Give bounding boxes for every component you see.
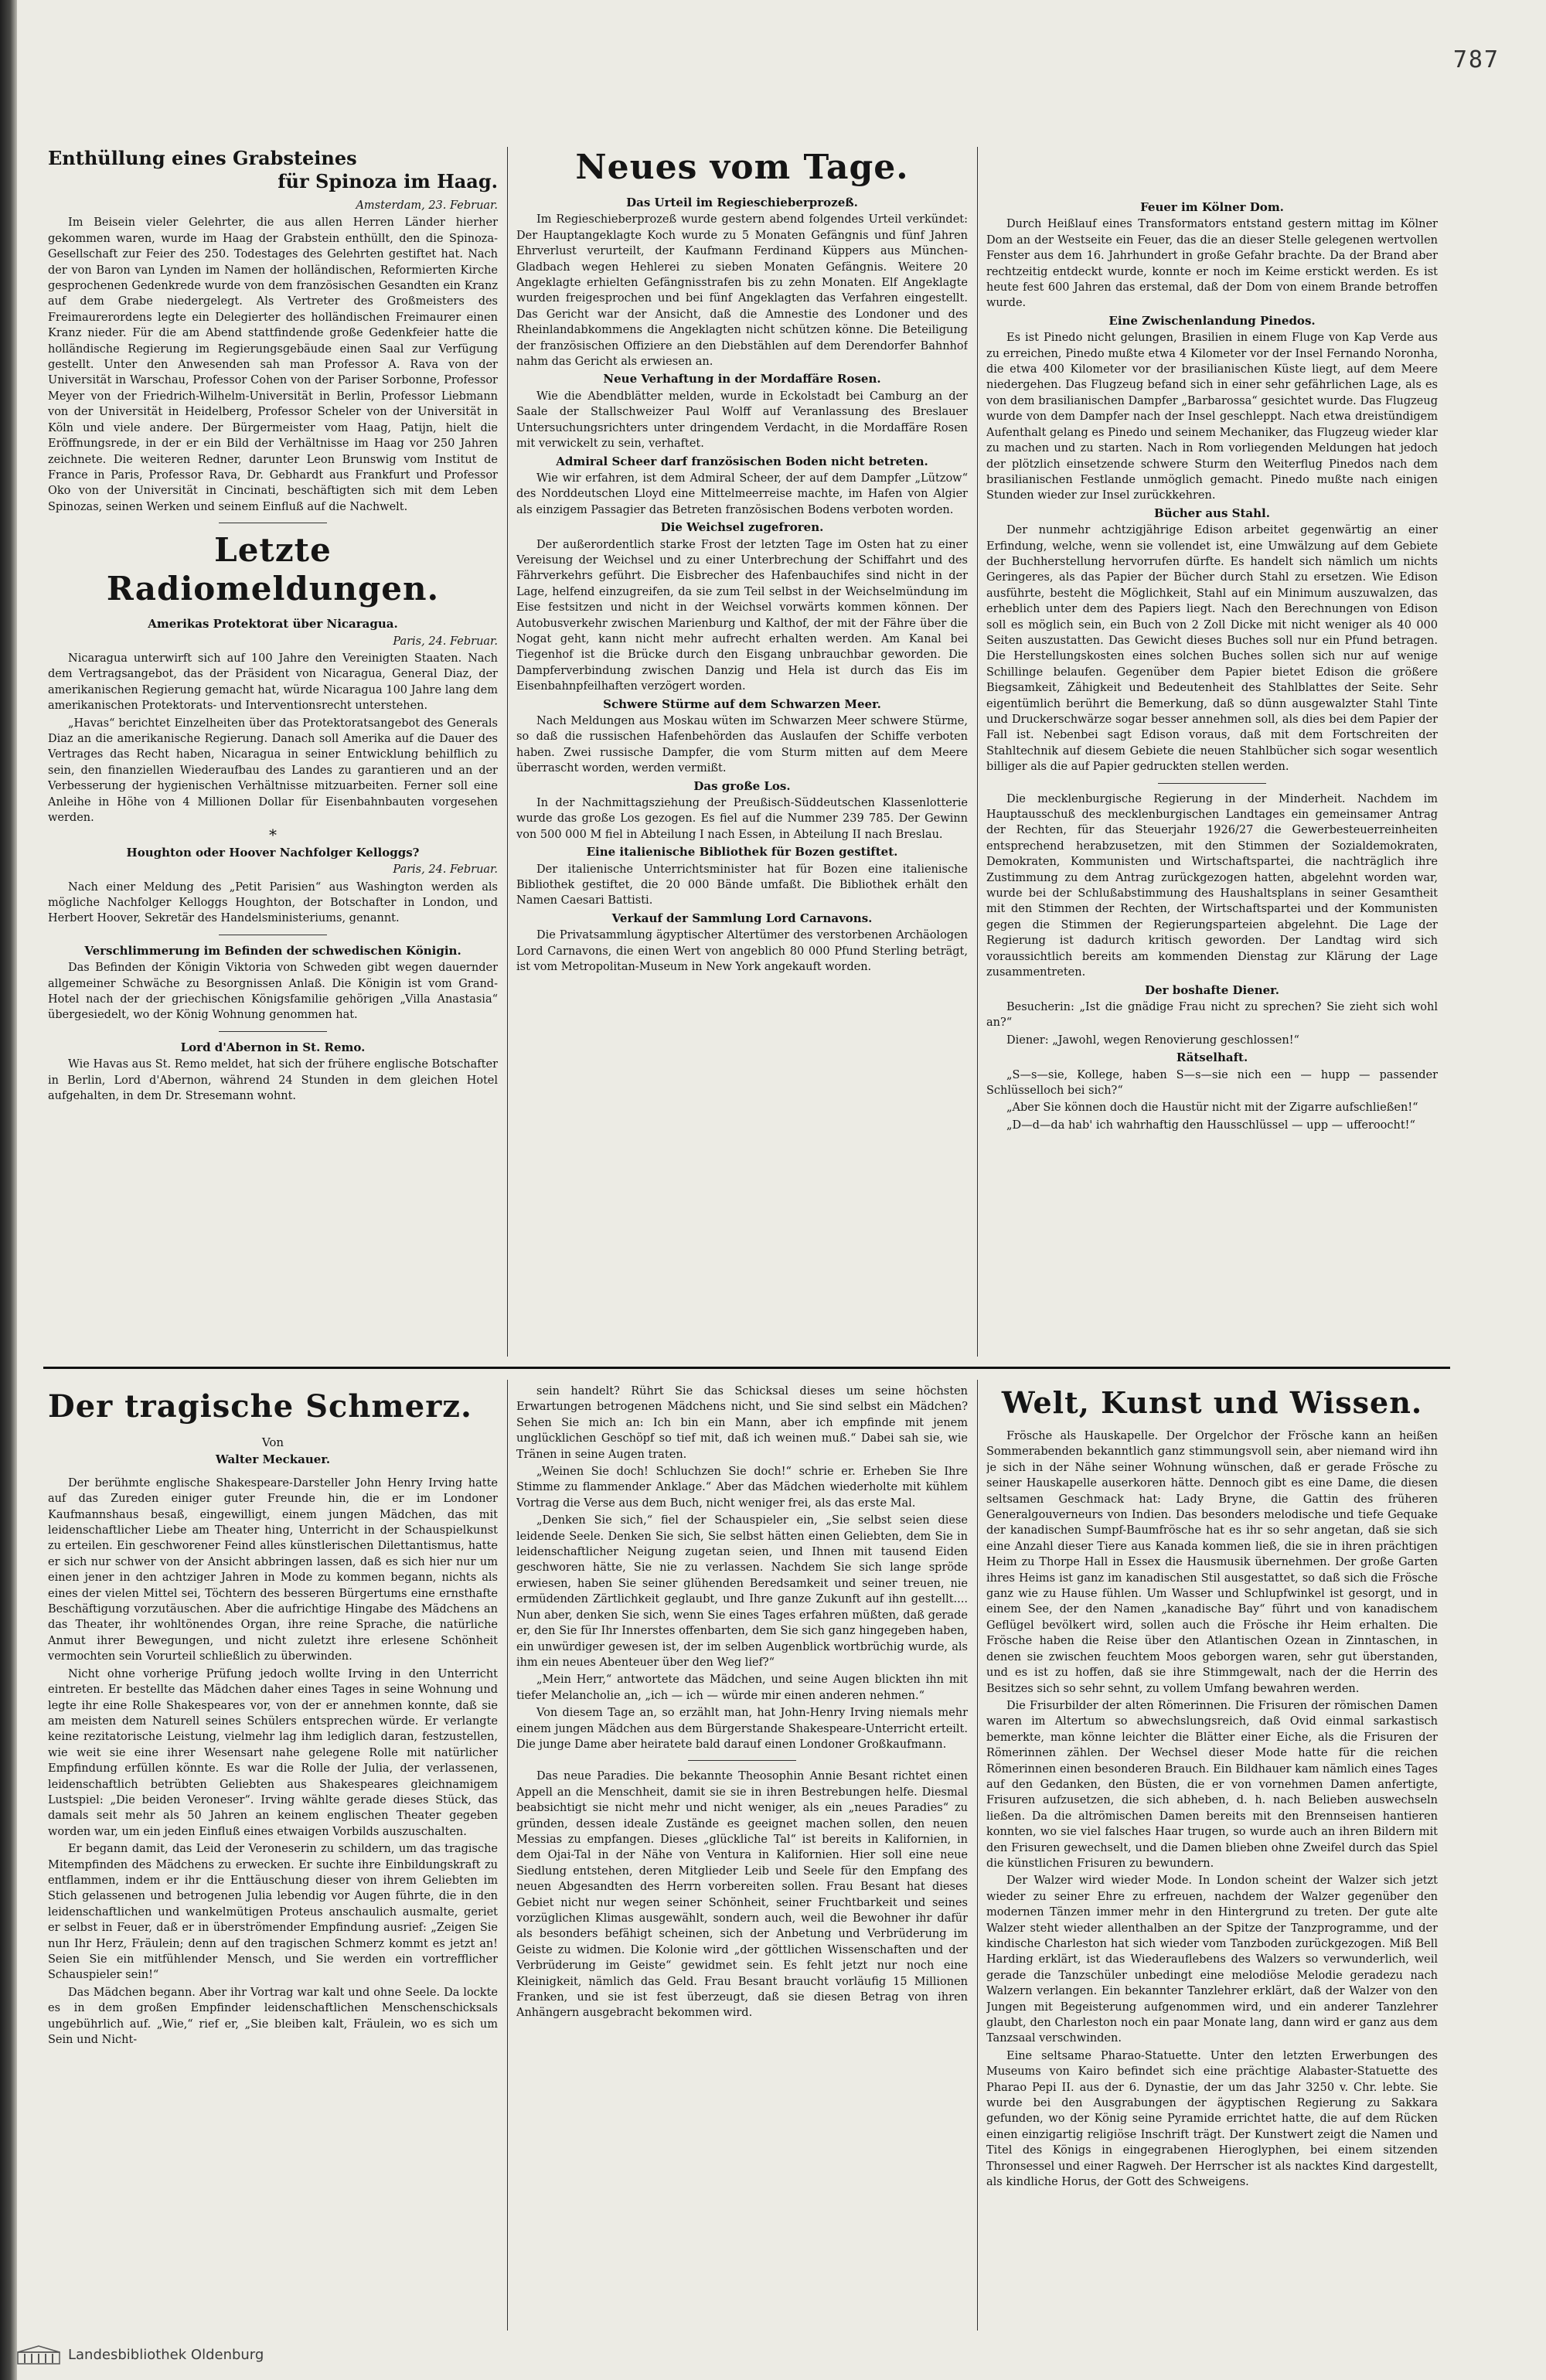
page-number: 787 xyxy=(1452,46,1500,73)
paradise-paragraph: Das neue Paradies. Die bekannte Theosophin Annie Besant richtet einen Appell an die Menschheit, damit sie sie in ihren Bestrebungen helfe. Diesmal beabsichtigt sie nicht mehr und nicht weniger, als ein „neues Paradies“ zu gründen, dessen ideale Zustände es geeignet machen sollen, den neuen Messias zu empfangen. Dieses „glückliche Tal“ ist bereits in Kalifornien, in dem Ojai-Tal in der Nähe von Ventura in Kalifornien. Hier soll eine neue Siedlung entstehen, deren Mitglieder Leib und Seele für den Empfang des neuen Abgesandten des Herrn vorbereiten sollen. Frau Besant hat dieses Gebiet nicht nur wegen seiner Schönheit, seiner Fruchtbarkeit und seines vorzüglichen Klimas ausgewählt, sondern auch, weil die Bewohner ihr dafür als besonders befähigt scheinen, sich der Anbetung und Verbrüderung im Geiste zu widmen. Die Kolonie wird „der göttlichen Wissenschaften und der Verbrüderung im Geiste“ gewidmet sein. Es fehlt jetzt nur noch eine Kleinigkeit, nämlich das Geld. Frau Besant braucht vorläufig 15 Millionen Franken, und sie ist fest überzeugt, daß sie diesen Betrag von ihren Anhängern ausgebracht bekommen wird. xyxy=(516,1770,968,2020)
radio-sections xyxy=(48,616,498,1104)
news-paragraph: „Aber Sie können doch die Haustür nicht mit der Zigarre aufschließen!“ xyxy=(1006,1101,1418,1115)
story-paragraph: sein handelt? Rührt Sie das Schicksal dieses um seine höchsten Erwartungen betrogenen Mädchens nicht, und Sie sind selbst ein Mädchen? Sehen Sie mich an: Ich bin ein Mann, aber ich empfinde mit jenem unglücklichen Geschöpf so tief mit, daß ich weinen muß.“ Dabei sah sie, wie Tränen in seine Augen traten. xyxy=(516,1385,968,1461)
radio-heading: Amerikas Protektorat über Nicaragua. xyxy=(148,617,398,632)
section-divider xyxy=(219,1031,327,1032)
news-paragraph: Besucherin: „Ist die gnädige Frau nicht zu sprechen? Sie zieht sich wohl an?“ xyxy=(986,1000,1438,1030)
welt-paragraphs xyxy=(986,1428,1438,2191)
news-paragraph: Wie die Abendblätter melden, wurde in Eckolstadt bei Camburg an der Saale der Stallschweizer Paul Wolff auf Veranlassung des Breslauer Untersuchungsrichters unter dringendem Verdacht, in die Mordaffäre Rosen mit verwickelt zu sein, verhaftet. xyxy=(516,390,968,451)
news-paragraph: Die Privatsammlung ägyptischer Altertümer des verstorbenen Archäologen Lord Carnavons, die einen Wert von angeblich 80 000 Pfund Sterling beträgt, ist vom Metropolitan-Museum in New York angekauft worden. xyxy=(516,929,968,974)
spinoza-paragraph: Im Beisein vieler Gelehrter, die aus allen Herren Länder hierher gekommen waren, wurde im Haag der Grabstein enthüllt, den die Spinoza-Gesellschaft zur Feier des 250. Todestages des Gelehrten gestiftet hat. Nach der von Baron van Lynden im Namen der holländischen, Reformierten Kirche gesprochenen Gedenkrede wurde von dem französischen Gesandten ein Kranz auf dem Grabe niedergelegt. Als Vertreter des Großmeisters des Freimaurerordens legte ein Delegierter des holländischen Freimaurer einen Kranz nieder. Für die am Abend stattfindende große Gedenkfeier hatte die holländische Regierung im Regierungsgebäude einen Saal zur Verfügung gestellt. Unter den Anwesenden sah man Professor A. Rava von der Universität in Warschau, Professor Cohen von der Pariser Sorbonne, Professor Meyer von der Friedrich-Wilhelm-Universität in Berlin, Professor Liebmann von der Universität in Heidelberg, Professor Scheler von der Universität in Köln und viele andere. Der Bürgermeister vom Haag, Patijn, hielt die Eröffnungsrede, in der er ein Bild der Verhältnisse im Haag vor 250 Jahren zeichnete. Die weiteren Redner, darunter Leon Brunswig vom Institut de France in Paris, Professor Rava, Dr. Gebhardt aus Frankfurt und Professor Oko von der Universität in Cincinati, beschäftigten sich mit dem Leben Spinozas, seinen Werken und seinem Einfluß auf die Nachwelt. xyxy=(48,216,498,513)
column-rule xyxy=(977,147,978,1357)
radio-paragraph: Das Befinden der Königin Viktoria von Schweden gibt wegen dauernder allgemeiner Schwäche zu Besorgnissen Anlaß. Die Königin ist vom Grand-Hotel nach der der griechischen Königsfamilie gehörigen „Villa Anastasia“ übergesiedelt, wo der König Wohnung genommen hat. xyxy=(48,962,498,1022)
column-right-top xyxy=(986,199,1438,1353)
library-name: Landesbibliothek Oldenburg xyxy=(68,2346,264,2363)
radio-heading: Verschlimmerung im Befinden der schwedischen Königin. xyxy=(84,943,461,958)
radio-paragraph: Nicaragua unterwirft sich auf 100 Jahre den Vereinigten Staaten. Nach dem Vertragsangebot, das der Präsident von Nicaragua, General Diaz, der amerikanischen Regierung gemacht hat, würde Nicaragua 100 Jahre lang dem amerikanischen Protektorats- und Interventionsrecht unterstehen. xyxy=(48,652,498,713)
story-paragraph: „Mein Herr,“ antwortete das Mädchen, und seine Augen blickten ihn mit tiefer Melancholie an, „ich — ich — würde mir einen anderen nehmen.“ xyxy=(516,1673,968,1702)
continuation-paragraphs xyxy=(516,1384,968,1752)
news-heading: Das große Los. xyxy=(693,778,791,793)
spinoza-headline-2: für Spinoza im Haag. xyxy=(278,170,498,192)
news-heading: Admiral Scheer darf französischen Boden nicht betreten. xyxy=(556,454,928,468)
radio-heading: Lord d'Abernon in St. Remo. xyxy=(180,1040,366,1054)
news-paragraph: Der nunmehr achtzigjährige Edison arbeitet gegenwärtig an einer Erfindung, welche, wenn sie vollendet ist, eine Umwälzung auf dem Gebiete der Buchherstellung hervorrufen dürfte. Es handelt sich nämlich um nichts Geringeres, als das Papier der Bücher durch Stahl zu ersetzen. Wie Edison ausführte, besteht die Möglichkeit, Stahl auf ein Minimum auszuwalzen, das erheblich unter dem des Papiers liegt. Nach den Berechnungen von Edison soll es möglich sein, ein Buch von 2 Zoll Dicke mit nicht weniger als 40 000 Seiten auszustatten. Das Gewicht dieses Buches soll nur ein Pfund betragen. Die Herstellungskosten eines solchen Buches sollen sich nur auf wenige Schillinge belaufen. Gegenüber dem Papier bietet Edison die größere Biegsamkeit, Zähigkeit und Bedeutenheit des Stahlblattes der Seite. Sehr eigentümlich berührt die Bemerkung, daß so dünn ausgewalzter Stahl Tinte und Druckerschwärze sogar besser annehmen soll, als dies bei dem Papier der Fall ist. Nebenbei sagt Edison voraus, daß mit dem Fortschreiten der Stahltechnik auf diesem Gebiete die neuen Stahlbücher sich sogar wesentlich billiger als die auf Papier gedruckten stellen werden. xyxy=(986,524,1438,774)
news-heading: Eine Zwischenlandung Pinedos. xyxy=(1108,313,1316,328)
paradise-article xyxy=(516,1769,968,2021)
news-paragraph: Nach Meldungen aus Moskau wüten im Schwarzen Meer schwere Stürme, so daß die russischen Hafenbehörden das Auslaufen der Schiffe verboten haben. Zwei russische Dampfer, die vom Sturm mitten auf dem Meere überrascht worden, werden vermißt. xyxy=(516,715,968,775)
column-rule xyxy=(507,1380,508,2331)
radio-heading: Houghton oder Hoover Nachfolger Kelloggs? xyxy=(126,845,420,860)
column-left-top xyxy=(48,147,498,1353)
news-paragraph: Durch Heißlauf eines Transformators entstand gestern mittag im Kölner Dom an der Westseite ein Feuer, das die an dieser Stelle gelegenen wertvollen Fenster aus dem 16. Jahrhundert in große Gefahr brachte. Da der Brand aber rechtzeitig entdeckt wurde, konnte er noch im Keime erstickt werden. Es ist heute fest 600 Jahren das erstemal, daß der Dom von einem Brande betroffen wurde. xyxy=(986,218,1438,310)
news-paragraph: Der italienische Unterrichtsminister hat für Bozen eine italienische Bibliothek gestiftet, die 20 000 Bände umfaßt. Die Bibliothek erhält den Namen Caesari Battisti. xyxy=(516,863,968,907)
welt-paragraph: Die Frisurbilder der alten Römerinnen. Die Frisuren der römischen Damen waren im Altertum so abwechslungsreich, daß Ovid einmal sarkastisch bemerkte, man könne leichter die Blätter einer Eiche, als die Frisuren der Römerinnen zählen. Der Wechsel dieser Mode hatte für die reichen Römerinnen einen besonderen Brauch. Ein Bildhauer kam nämlich eines Tages auf den Gedanken, den Büsten, die er von vornehmen Damen anfertigte, Frisuren aufzusetzen, die sich abheben, d. h. nach Belieben auswechseln ließen. Da die altrömischen Damen bereits mit den Brennseisen hantieren konnten, wo sie viel falsches Haar trugen, so wurde auch an ihren Bildern mit den Frisuren gewechselt, und die Damen blieben ohne Zweifel durch das Spiel die künstlichen Frisuren zu bewundern. xyxy=(986,1699,1438,1870)
news-paragraph: Diener: „Jawohl, wegen Renovierung geschlossen!“ xyxy=(1006,1033,1299,1047)
horizontal-rule xyxy=(43,1367,1450,1369)
news-heading: Verkauf der Sammlung Lord Carnavons. xyxy=(611,911,873,925)
column-right-bottom xyxy=(986,1384,1438,2331)
column-left-bottom xyxy=(48,1384,498,2331)
tragisch-paragraphs xyxy=(48,1476,498,2048)
tragisch-von: Von xyxy=(261,1435,284,1449)
column-rule xyxy=(507,147,508,1357)
news-heading: Die Weichsel zugefroren. xyxy=(660,520,824,535)
radio-title: Letzte Radiomeldungen. xyxy=(106,531,440,608)
news-heading: Neue Verhaftung in der Mordaffäre Rosen. xyxy=(603,372,881,386)
welt-paragraph: Frösche als Hauskapelle. Der Orgelchor der Frösche kann an heißen Sommerabenden bekanntlich ganz stimmungsvoll sein, aber niemand wird ihn je sich in der Nähe seiner Wohnung wünschen, daß er gerade Frösche zu seiner Hauskapelle auserkoren hätte. Dennoch gibt es eine Dame, die diesen seltsamen Geschmack hat: Lady Bryne, die Gattin des früheren Generalgouverneurs von Indien. Das besonders melodische und tiefe Gequake der kanadischen Sumpf-Baumfrösche hat es ihr so sehr angetan, daß sie sich eine Anzahl dieser Tiere aus Kanada kommen ließ, die sie in ihren prächtigen Heim zu Thorpe Hall in Essex die Hausmusik übernehmen. Der große Garten ihres Heims ist ganz im kanadischen Stil ausgestattet, so daß sich die Frösche ganz wie zu Hause fühlen. Um Wasser und Schlupfwinkel ist gesorgt, und in einem See, der den Namen „kanadische Bay“ führt und von kanadischem Geflügel bevölkert wird, sollen auch die Frösche ihr Heim erhalten. Die Frösche haben die Reise über den Atlantischen Ozean in Zinntaschen, in denen sie zwischen feuchtem Moos geborgen waren, sehr gut überstanden, und es ist zu hoffen, daß sie ihre Stimmgewalt, nach der die Herrin des Besitzes sich so sehr sehnt, zu vollem Umfang bewahren werden. xyxy=(986,1430,1438,1695)
news-paragraph: Es ist Pinedo nicht gelungen, Brasilien in einem Fluge von Kap Verde aus zu erreichen, Pinedo mußte etwa 4 Kilometer vor der Insel Fernando Noronha, die etwa 400 Kilometer vor der brasilianischen Küste liegt, auf dem Meere niedergehen. Das Flugzeug befand sich in einer sehr gefährlichen Lage, als es von dem brasilianischen Dampfer „Barbarossa“ gesichtet wurde. Das Flugzeug wurde von dem Dampfer nach der Insel geschleppt. Nach etwa dreistündigem Aufenthalt gelang es Pinedo und seinem Mechaniker, das Flugzeug wieder klar zu machen und zu starten. Nach in Rom vorliegenden Meldungen hat jedoch der plötzlich einsetzende schwere Sturm den Weiterflug Pinedos nach dem brasilianischen Festlande unmöglich gemacht. Pinedo mußte nach einigen Stunden wieder zur Insel zurückkehren. xyxy=(986,332,1438,502)
library-building-icon xyxy=(17,2344,60,2365)
asterisk-divider: * xyxy=(269,826,277,845)
news-heading: Rätselhaft. xyxy=(1176,1050,1248,1065)
neues-title: Neues vom Tage. xyxy=(575,148,909,187)
news-heading: Das Urteil im Regieschieberprozeß. xyxy=(626,196,858,209)
news-heading: Eine italienische Bibliothek für Bozen gestiftet. xyxy=(586,845,898,860)
story-paragraph: Er begann damit, das Leid der Veroneserin zu schildern, um das tragische Mitempfinden des Mädchens zu erwecken. Er suchte ihre Einbildungskraft zu entflammen, indem er ihr die Enttäuschung dieser von ihrem Geliebten im Stich gelassenen und betrogenen Julia lebendig vor Augen führte, die in den leidenschaftlichen und wankelmütigen Proteus anschaulich ausmalte, geriet er selbst in Feuer, daß er in überströmender Empfindung ausrief: „Zeigen Sie nun Ihr Herz, Fräulein; denn auf den tragischen Schmerz kommt es jetzt an! Seien Sie ein mitfühlender Mensch, und Sie werden ein vortrefflicher Schauspieler sein!“ xyxy=(48,1843,498,1982)
news-paragraph: Im Regieschieberprozeß wurde gestern abend folgendes Urteil verkündet: Der Hauptangeklagte Koch wurde zu 5 Monaten Gefängnis und fünf Jahren Ehrverlust verurteilt, der Kaufmann Ferdinand Küppers aus München-Gladbach wegen Hehlerei zu sieben Monaten Gefängnis. Weitere 20 Angeklagte erhielten Gefängnisstrafen bis zu zehn Monaten. Elf Angeklagte wurden freigesprochen und bei fünf Angeklagten das Verfahren eingestellt. Das Gericht war der Ansicht, daß die Amnestie des Londoner und des Rheinlandabkommens die Angeklagten nicht schützen könne. Die Beteiligung der französischen Offiziere an den Diebstählen auf dem Derendorfer Bahnhof nahm das Gericht als erwiesen an. xyxy=(516,213,968,369)
section-divider xyxy=(688,1760,796,1761)
news-paragraph: „D—d—da hab' ich wahrhaftig den Hausschlüssel — upp — ufferoocht!“ xyxy=(1006,1118,1415,1132)
welt-title: Welt, Kunst und Wissen. xyxy=(1001,1385,1423,1420)
radio-dateline: Paris, 24. Februar. xyxy=(393,635,498,648)
library-watermark xyxy=(17,2342,295,2367)
welt-paragraph: Der Walzer wird wieder Mode. In London scheint der Walzer sich jetzt wieder zu seiner Ehre zu erfreuen, nachdem der Walzer gegenüber den modernen Tänzen immer mehr in den Hintergrund zu treten. Der gute alte Walzer steht wieder allenthalben an der Spitze der Tanzprogramme, und der kindische Charleston hat sich wieder vom Tanzboden zurückgezogen. Miß Bell Harding erklärt, ist das Wiederauflebens des Walzers so verwunderlich, weil gerade die Tanzschüler unbedingt eine melodiöse Melodie geradezu nach Walzern verlangen. Ein bekannter Tanzlehrer erklärt, daß der Walzer von den Jungen mit Begeisterung aufgenommen wird, und ein anderer Tanzlehrer glaubt, den Charleston noch ein paar Monate lang, dann wird er ganz aus dem Tanzsaal verschwinden. xyxy=(986,1874,1438,2045)
story-paragraph: Von diesem Tage an, so erzählt man, hat John-Henry Irving niemals mehr einem jungen Mädchen aus dem Bürgerstande Shakespeare-Unterricht erteilt. Die junge Dame aber heiratete bald darauf einen Londoner Großkaufmann. xyxy=(516,1707,968,1751)
news-paragraph: „S—s—sie, Kollege, haben S—s—sie nich een — hupp — passender Schlüsselloch bei sich?“ xyxy=(986,1068,1438,1097)
radio-paragraph: Wie Havas aus St. Remo meldet, hat sich der frühere englische Botschafter in Berlin, Lord d'Abernon, während 24 Stunden in dem gleichen Hotel aufgehalten, in dem Dr. Stresemann wohnt. xyxy=(48,1058,498,1103)
radio-dateline: Paris, 24. Februar. xyxy=(393,863,498,877)
spinoza-dateline: Amsterdam, 23. Februar. xyxy=(356,199,498,212)
section-divider xyxy=(1158,783,1266,784)
neues-left-items xyxy=(516,195,968,975)
neues-right-items xyxy=(986,199,1438,1133)
radio-paragraph: Nach einer Meldung des „Petit Parisien“ aus Washington werden als mögliche Nachfolger Kelloggs Houghton, der Botschafter in London, und Herbert Hoover, Sekretär des Handelsministeriums, genannt. xyxy=(48,880,498,925)
column-middle-top xyxy=(516,147,968,1353)
story-paragraph: Nicht ohne vorherige Prüfung jedoch wollte Irving in den Unterricht eintreten. Er bestellte das Mädchen daher eines Tages in seine Wohnung und legte ihr eine Rolle Shakespeares vor, von der er annehmen konnte, daß sie am meisten dem Naturell seines Schülers entsprechen würde. Er verlangte keine rezitatorische Leistung, vielmehr lag ihm lediglich daran, festzustellen, wie weit sie eine ihrer Wesensart nahe gelegene Rolle mit natürlicher Empfindung erfüllen könnte. Es war die Rolle der Julia, der verlassenen, leidenschaftlich betrübten Geliebten aus Shakespeares gleichnamigem Lustspiel: „Die beiden Veroneser“. Irving wählte gerade dieses Stück, das damals seit mehr als 50 Jahren an keinem englischen Theater gegeben worden war, um ein jeden Einfluß eines etwaigen Vorbilds auszuschalten. xyxy=(48,1667,498,1838)
news-paragraph: Der außerordentlich starke Frost der letzten Tage im Osten hat zu einer Vereisung der Weichsel und zu einer Unterbrechung der Schiffahrt und des Fährverkehrs geführt. Die Eisbrecher des Hafenbauchifes sind nicht in der Lage, helfend einzugreifen, da sie zum Teil selbst in der Weichselmündung im Eise festsitzen und nicht in der Weichsel vorwärts kommen können. Der Autobusverkehr zwischen Marienburg und Kalthof, der mit der Fähre über die Nogat geht, kann nicht mehr aufrecht erhalten werden. Am Kanal bei Tiegenhof ist die Brücke durch den Eisgang unbrauchbar geworden. Die Dampferverbindung zwischen Danzig und Hela ist durch das Eis im Eisenbahnpfeilhaften verzögert worden. xyxy=(516,538,968,693)
news-heading: Feuer im Kölner Dom. xyxy=(1140,200,1284,214)
welt-paragraph: Eine seltsame Pharao-Statuette. Unter den letzten Erwerbungen des Museums von Kairo befindet sich eine prächtige Alabaster-Statuette des Pharao Pepi II. aus der 6. Dynastie, der um das Jahr 3250 v. Chr. lebte. Sie wurde bei den Ausgrabungen der ägyptischen Regierung zu Sakkara gefunden, wo der König seine Pyramide errichtet hatte, die auf dem Rücken einen einzigartig religiöse Inschrift trägt. Der Kunstwert zeigt die Namen und Titel des Königs in eingegrabenen Hieroglyphen, bei einem sitzenden Thronsessel und einer Ragweh. Der Herrscher ist als nacktes Kind dargestellt, als kindliche Horus, der Gott des Schweigens. xyxy=(986,2049,1438,2189)
news-heading: Bücher aus Stahl. xyxy=(1154,506,1270,520)
news-heading: Schwere Stürme auf dem Schwarzen Meer. xyxy=(603,696,881,711)
news-paragraph: In der Nachmittagsziehung der Preußisch-Süddeutschen Klassenlotterie wurde das große Los gezogen. Es fiel auf die Nummer 239 785. Der Gewinn von 500 000 M fiel in Abteilung I nach Essen, in Abteilung II nach Breslau. xyxy=(516,797,968,841)
tragisch-author: Walter Meckauer. xyxy=(215,1452,331,1467)
story-paragraph: „Weinen Sie doch! Schluchzen Sie doch!“ schrie er. Erheben Sie Ihre Stimme zu flammender Anklage.“ Aber das Mädchen wiederholte mit kühlem Vortrag die Verse aus dem Buch, nicht weniger frei, als das erste Mal. xyxy=(516,1466,968,1510)
column-middle-bottom xyxy=(516,1384,968,2331)
radio-paragraph: „Havas“ berichtet Einzelheiten über das Protektoratsangebot des Generals Diaz an die amerikanische Regierung. Danach soll Amerika auf die Dauer des Vertrages das Recht haben, Nicaragua in seiner Entwicklung behilflich zu sein, den finanziellen Wiederaufbau des Landes zu garantieren und an der Verbesserung der hygienischen Verhältnisse mitzuarbeiten. Ferner soll eine Anleihe in Höhe von 4 Millionen Dollar für Eisenbahnbauten vorgesehen werden. xyxy=(48,717,498,824)
book-spine xyxy=(0,0,17,2380)
tragisch-title: Der tragische Schmerz. xyxy=(48,1388,472,1425)
column-rule xyxy=(977,1380,978,2331)
news-paragraph: Wie wir erfahren, ist dem Admiral Scheer, der auf dem Dampfer „Lützow“ des Norddeutschen Lloyd eine Mittelmeerreise machte, im Hafen von Algier als einzigem Passagier das Betreten französischen Bodens verboten worden. xyxy=(516,472,968,516)
story-paragraph: Das Mädchen begann. Aber ihr Vortrag war kalt und ohne Seele. Da lockte es in dem großen Empfinder leidenschaftlichen Menschenschicksals ungebührlich auf. „Wie,“ rief er, „Sie bleiben kalt, Fräulein, wo es sich um Sein und Nicht- xyxy=(48,1986,498,2047)
story-paragraph: „Denken Sie sich,“ fiel der Schauspieler ein, „Sie selbst seien diese leidende Seele. Denken Sie sich, Sie selbst hätten einen Geliebten, dem Sie in leidenschaftlicher Neigung zugetan seien, und Ihnen mit tausend Eiden geschworen hätte, Sie nie zu verlassen. Nachdem Sie sich lange spröde erwiesen, haben Sie seiner glühenden Beredsamkeit und seiner treuen, nie ermüdenden Zärtlichkeit geglaubt, und Ihre ganze Zukunft auf ihn gestellt.... Nun aber, denken Sie sich, wenn Sie eines Tages erfahren müßten, daß gerade er, den Sie für Ihr Innerstes offenbarten, dem Sie sich ganz hingegeben haben, ein unwürdiger gewesen ist, der im selben Augenblick wortbrüchig wurde, als ihm ein neues Abenteuer über den Weg lief?“ xyxy=(516,1514,968,1669)
news-heading: Der boshafte Diener. xyxy=(1145,982,1279,997)
spinoza-headline-1: Enthüllung eines Grabsteines xyxy=(48,147,357,169)
story-paragraph: Der berühmte englische Shakespeare-Darsteller John Henry Irving hatte auf das Zureden einiger guter Freunde hin, die er im Londoner Kaufmannshaus besaß, eingewilligt, einem jungen Mädchen, das mit leidenschaftlicher Liebe am Theater hing, Unterricht in der Schauspielkunst zu erteilen. Ein geschworener Feind alles künstlerischen Dilettantismus, hatte er sich nur schwer von der Ansicht abbringen lassen, daß es sich hier nur um einen jener in den achtziger Jahren in Mode zu kommen begann, nichts als eines der vielen Mittel sei, Töchtern des besseren Bürgertums eine ernsthafte Beschäftigung vorzutäuschen. Aber die aufrichtige Hingabe des Mädchens an das Theater, ihr wohltönendes Organ, ihre reine Sprache, die natürliche Anmut ihrer Bewegungen, und nicht zuletzt ihre erlesene Schönheit vermochten sein Vorurteil schließlich zu überwinden. xyxy=(48,1476,498,1663)
news-paragraph: Die mecklenburgische Regierung in der Minderheit. Nachdem im Hauptausschuß des mecklenburgischen Landtages ein gemeinsamer Antrag der Rechten, für das Steuerjahr 1926/27 die Gewerbesteuerreinheiten entsprechend herabzusetzen, mit den Stimmen der Sozialdemokraten, Demokraten, Kommunisten und Wirtschaftspartei, die nachträglich ihre Zustimmung zu dem Antrag zurückgezogen hatten, abgelehnt worden war, wurde bei der Schlußabstimmung des Haushaltsplans in seiner Gesamtheit mit den Stimmen der Rechten, der Wirtschaftspartei und der Kommunisten gegen die Stimmen der Regierungsparteien abgelehnt. Die Lage der Regierung ist dadurch kritisch geworden. Der Landtag wird sich voraussichtlich bereits am kommenden Dienstag zur Klärung der Lage zusammentreten. xyxy=(986,792,1438,979)
